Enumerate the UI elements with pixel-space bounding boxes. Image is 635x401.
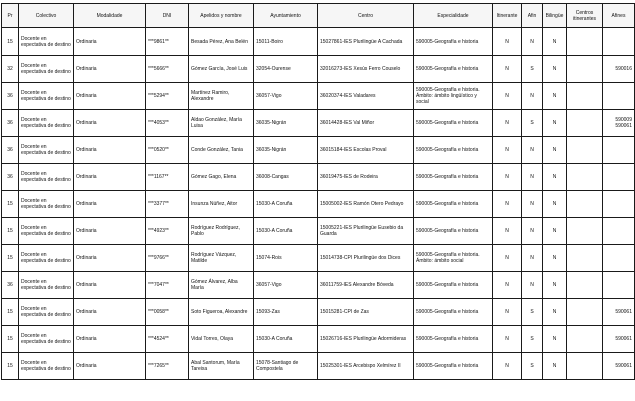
cell-ayuntamiento: 32054-Ourense <box>254 56 318 83</box>
cell-modalidade: Ordinaria <box>74 326 146 353</box>
cell-pr: 36 <box>2 137 19 164</box>
cell-bilingue: N <box>543 56 567 83</box>
cell-bilingue: N <box>543 164 567 191</box>
cell-afines: 590009 590061 <box>603 110 635 137</box>
header-dni: DNI <box>146 4 189 28</box>
cell-itinerante: N <box>493 56 522 83</box>
cell-dni: ***7265** <box>146 353 189 380</box>
cell-afin: N <box>522 191 543 218</box>
cell-colectivo: Docente en expectativa de destino <box>19 326 74 353</box>
cell-bilingue: N <box>543 299 567 326</box>
cell-centros-itinerantes <box>567 56 603 83</box>
cell-dni: ***5294** <box>146 83 189 110</box>
cell-apelidos: Abal Santorum, María Tareixa <box>189 353 254 380</box>
cell-pr: 15 <box>2 28 19 56</box>
cell-bilingue: N <box>543 28 567 56</box>
cell-ayuntamiento: 15030-A Coruña <box>254 218 318 245</box>
cell-dni: ***7047** <box>146 272 189 299</box>
cell-afin: N <box>522 137 543 164</box>
cell-modalidade: Ordinaria <box>74 299 146 326</box>
table-row <box>2 28 635 56</box>
cell-centro: 36014428-IES Val Miñor <box>318 110 414 137</box>
cell-apelidos: Rodríguez Vázquez, Matilde <box>189 245 254 272</box>
cell-afin: S <box>522 353 543 380</box>
cell-especialidade: 590005-Geografía e historia <box>414 164 493 191</box>
cell-apelidos: Gómez García, José Luis <box>189 56 254 83</box>
cell-especialidade: 590005-Geografía e historia. Ámbito: ámbito social <box>414 245 493 272</box>
cell-especialidade: 590005-Geografía e historia. Ámbito: ámbito lingüístico y social <box>414 83 493 110</box>
cell-afin: S <box>522 299 543 326</box>
cell-especialidade: 590005-Geografía e historia <box>414 137 493 164</box>
cell-itinerante: N <box>493 110 522 137</box>
table-row <box>2 272 635 299</box>
cell-afin: S <box>522 110 543 137</box>
cell-afines: 590061 <box>603 353 635 380</box>
cell-bilingue: N <box>543 110 567 137</box>
cell-afines <box>603 191 635 218</box>
header-especialidade: Especialidade <box>414 4 493 28</box>
table-row <box>2 137 635 164</box>
cell-dni: ***4524** <box>146 326 189 353</box>
table-body <box>2 28 635 380</box>
cell-afines <box>603 218 635 245</box>
cell-apelidos: Vidal Torres, Olaya <box>189 326 254 353</box>
cell-colectivo: Docente en expectativa de destino <box>19 299 74 326</box>
cell-dni: ***0520** <box>146 137 189 164</box>
cell-pr: 36 <box>2 110 19 137</box>
cell-apelidos: Aldao González, María Luisa <box>189 110 254 137</box>
cell-centros-itinerantes <box>567 137 603 164</box>
cell-colectivo: Docente en expectativa de destino <box>19 191 74 218</box>
cell-ayuntamiento: 15078-Santiago de Compostela <box>254 353 318 380</box>
header-apelidos: Apelidos y nombre <box>189 4 254 28</box>
cell-ayuntamiento: 36035-Nigrán <box>254 110 318 137</box>
cell-colectivo: Docente en expectativa de destino <box>19 353 74 380</box>
cell-especialidade: 590005-Geografía e historia <box>414 326 493 353</box>
cell-colectivo: Docente en expectativa de destino <box>19 28 74 56</box>
cell-afin: N <box>522 245 543 272</box>
cell-afines <box>603 137 635 164</box>
header-modalidade: Modalidade <box>74 4 146 28</box>
cell-modalidade: Ordinaria <box>74 272 146 299</box>
cell-afin: S <box>522 326 543 353</box>
cell-centro: 15005221-IES Plurilingüe Eusebio da Guarda <box>318 218 414 245</box>
cell-apelidos: Soto Figueroa, Alexandre <box>189 299 254 326</box>
cell-especialidade: 590005-Geografía e historia <box>414 56 493 83</box>
cell-dni: ***9766** <box>146 245 189 272</box>
cell-centro: 36015184-IES Escolas Proval <box>318 137 414 164</box>
cell-afin: S <box>522 56 543 83</box>
cell-bilingue: N <box>543 272 567 299</box>
cell-bilingue: N <box>543 83 567 110</box>
cell-pr: 32 <box>2 56 19 83</box>
cell-modalidade: Ordinaria <box>74 110 146 137</box>
cell-ayuntamiento: 15074-Rois <box>254 245 318 272</box>
cell-centros-itinerantes <box>567 245 603 272</box>
cell-centros-itinerantes <box>567 83 603 110</box>
cell-ayuntamiento: 36057-Vigo <box>254 83 318 110</box>
cell-dni: ***4053** <box>146 110 189 137</box>
cell-itinerante: N <box>493 353 522 380</box>
cell-pr: 36 <box>2 83 19 110</box>
cell-itinerante: N <box>493 272 522 299</box>
cell-pr: 36 <box>2 164 19 191</box>
cell-pr: 15 <box>2 191 19 218</box>
cell-apelidos: Gómez Álvarez, Alba María <box>189 272 254 299</box>
cell-pr: 15 <box>2 245 19 272</box>
cell-itinerante: N <box>493 326 522 353</box>
cell-afines <box>603 245 635 272</box>
cell-itinerante: N <box>493 137 522 164</box>
cell-afines: 590061 <box>603 326 635 353</box>
cell-centros-itinerantes <box>567 164 603 191</box>
cell-afines <box>603 28 635 56</box>
cell-apelidos: Insunza Núñez, Aitor <box>189 191 254 218</box>
cell-centros-itinerantes <box>567 191 603 218</box>
cell-afin: N <box>522 83 543 110</box>
cell-pr: 15 <box>2 353 19 380</box>
table-row <box>2 218 635 245</box>
cell-itinerante: N <box>493 83 522 110</box>
cell-afin: N <box>522 28 543 56</box>
cell-bilingue: N <box>543 326 567 353</box>
cell-colectivo: Docente en expectativa de destino <box>19 110 74 137</box>
cell-centro: 15026716-IES Plurilingüe Adormideras <box>318 326 414 353</box>
header-centro: Centro <box>318 4 414 28</box>
cell-afines <box>603 272 635 299</box>
cell-itinerante: N <box>493 191 522 218</box>
cell-apelidos: Gómez Gago, Elena <box>189 164 254 191</box>
cell-bilingue: N <box>543 191 567 218</box>
table-row <box>2 56 635 83</box>
cell-modalidade: Ordinaria <box>74 164 146 191</box>
cell-ayuntamiento: 15030-A Coruña <box>254 191 318 218</box>
cell-colectivo: Docente en expectativa de destino <box>19 56 74 83</box>
cell-especialidade: 590005-Geografía e historia <box>414 218 493 245</box>
header-row <box>2 4 635 28</box>
cell-dni: ***0058** <box>146 299 189 326</box>
header-colectivo: Colectivo <box>19 4 74 28</box>
cell-bilingue: N <box>543 137 567 164</box>
cell-modalidade: Ordinaria <box>74 56 146 83</box>
cell-ayuntamiento: 36035-Nigrán <box>254 137 318 164</box>
cell-pr: 15 <box>2 218 19 245</box>
cell-ayuntamiento: 36057-Vigo <box>254 272 318 299</box>
cell-modalidade: Ordinaria <box>74 137 146 164</box>
cell-ayuntamiento: 15030-A Coruña <box>254 326 318 353</box>
cell-dni: ***5666** <box>146 56 189 83</box>
cell-modalidade: Ordinaria <box>74 83 146 110</box>
cell-pr: 15 <box>2 326 19 353</box>
header-afines: Afines <box>603 4 635 28</box>
cell-afines <box>603 164 635 191</box>
cell-centro: 15025301-IES Arcebispo Xelmírez II <box>318 353 414 380</box>
cell-itinerante: N <box>493 245 522 272</box>
cell-especialidade: 590005-Geografía e historia <box>414 191 493 218</box>
cell-afin: N <box>522 164 543 191</box>
cell-centro: 15027861-IES Plurilingüe A Cachada <box>318 28 414 56</box>
header-bilingue: Bilingüe <box>543 4 567 28</box>
cell-apelidos: Besada Pérez, Ana Belén <box>189 28 254 56</box>
cell-colectivo: Docente en expectativa de destino <box>19 245 74 272</box>
cell-centros-itinerantes <box>567 326 603 353</box>
header-itinerante: Itinerante <box>493 4 522 28</box>
cell-centro: 36011759-IES Alexandre Bóveda <box>318 272 414 299</box>
cell-apelidos: Rodríguez Rodríguez, Pablo <box>189 218 254 245</box>
cell-modalidade: Ordinaria <box>74 28 146 56</box>
table-row <box>2 326 635 353</box>
cell-especialidade: 590005-Geografía e historia <box>414 28 493 56</box>
cell-dni: ***3377** <box>146 191 189 218</box>
header-ayuntamiento: Ayuntamiento <box>254 4 318 28</box>
cell-pr: 15 <box>2 299 19 326</box>
cell-centros-itinerantes <box>567 272 603 299</box>
cell-itinerante: N <box>493 28 522 56</box>
table-row <box>2 245 635 272</box>
cell-centros-itinerantes <box>567 299 603 326</box>
cell-dni: ***4923** <box>146 218 189 245</box>
cell-dni: ***9861** <box>146 28 189 56</box>
cell-ayuntamiento: 15093-Zas <box>254 299 318 326</box>
document-table-wrapper <box>1 3 632 380</box>
cell-bilingue: N <box>543 218 567 245</box>
cell-apelidos: Conde González, Tania <box>189 137 254 164</box>
cell-afines <box>603 83 635 110</box>
header-centros-itinerantes: Centros itinerantes <box>567 4 603 28</box>
table-row <box>2 353 635 380</box>
cell-centros-itinerantes <box>567 218 603 245</box>
cell-modalidade: Ordinaria <box>74 191 146 218</box>
cell-afin: N <box>522 272 543 299</box>
header-afin: Afin <box>522 4 543 28</box>
cell-centro: 36019475-IES de Rodeira <box>318 164 414 191</box>
table-row <box>2 164 635 191</box>
table-row <box>2 110 635 137</box>
cell-colectivo: Docente en expectativa de destino <box>19 164 74 191</box>
cell-especialidade: 590005-Geografía e historia <box>414 272 493 299</box>
cell-itinerante: N <box>493 299 522 326</box>
cell-afin: N <box>522 218 543 245</box>
cell-apelidos: Martínez Ramiro, Alexandre <box>189 83 254 110</box>
cell-afines: 590016 <box>603 56 635 83</box>
cell-dni: ***1167** <box>146 164 189 191</box>
cell-ayuntamiento: 15011-Boiro <box>254 28 318 56</box>
cell-itinerante: N <box>493 218 522 245</box>
cell-ayuntamiento: 36008-Cangas <box>254 164 318 191</box>
cell-bilingue: N <box>543 353 567 380</box>
cell-afines: 590061 <box>603 299 635 326</box>
cell-centro: 32016273-IES Xesús Ferro Couselo <box>318 56 414 83</box>
cell-especialidade: 590005-Geografía e historia <box>414 110 493 137</box>
cell-modalidade: Ordinaria <box>74 218 146 245</box>
cell-modalidade: Ordinaria <box>74 245 146 272</box>
cell-centro: 15014738-CPI Plurilingüe dos Dices <box>318 245 414 272</box>
table-row <box>2 191 635 218</box>
cell-centros-itinerantes <box>567 353 603 380</box>
cell-colectivo: Docente en expectativa de destino <box>19 137 74 164</box>
cell-especialidade: 590005-Geografía e historia <box>414 299 493 326</box>
cell-centro: 36020374-IES Valadares <box>318 83 414 110</box>
cell-centros-itinerantes <box>567 110 603 137</box>
cell-centro: 15015281-CPI de Zas <box>318 299 414 326</box>
cell-itinerante: N <box>493 164 522 191</box>
assignment-table <box>1 3 635 380</box>
cell-pr: 36 <box>2 272 19 299</box>
cell-especialidade: 590005-Geografía e historia <box>414 353 493 380</box>
cell-colectivo: Docente en expectativa de destino <box>19 83 74 110</box>
cell-colectivo: Docente en expectativa de destino <box>19 218 74 245</box>
cell-centros-itinerantes <box>567 28 603 56</box>
cell-centro: 15005002-IES Ramón Otero Pedrayo <box>318 191 414 218</box>
cell-bilingue: N <box>543 245 567 272</box>
cell-modalidade: Ordinaria <box>74 353 146 380</box>
cell-colectivo: Docente en expectativa de destino <box>19 272 74 299</box>
header-pr: Pr <box>2 4 19 28</box>
table-row <box>2 299 635 326</box>
table-row <box>2 83 635 110</box>
